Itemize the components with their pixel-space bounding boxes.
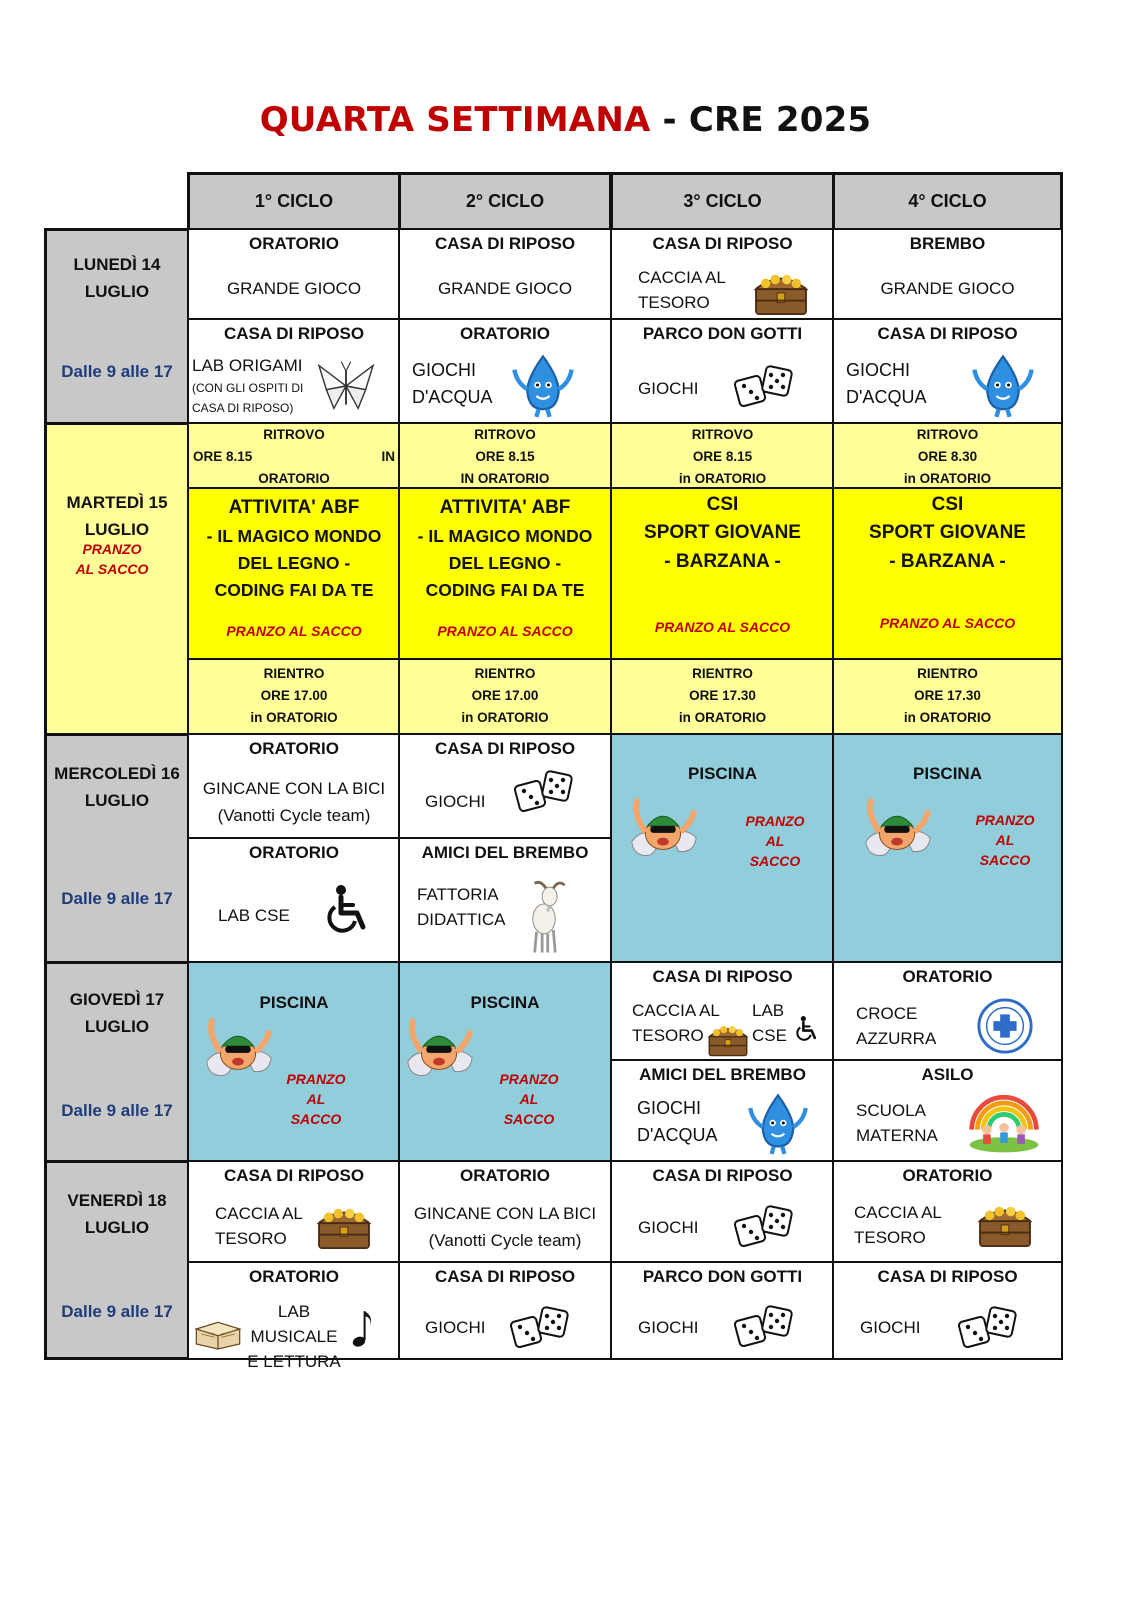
wheelchair-icon bbox=[323, 883, 373, 933]
dice-icon bbox=[510, 1305, 570, 1350]
activity-line: CODING FAI DA TE bbox=[214, 580, 374, 600]
place-label: PISCINA bbox=[470, 993, 540, 1012]
lunch-line: PRANZO bbox=[975, 812, 1035, 828]
rientro-place: in ORATORIO bbox=[461, 710, 549, 725]
activity-label bbox=[417, 882, 505, 932]
activity-line: SCUOLA bbox=[856, 1101, 926, 1120]
lunch-note bbox=[740, 811, 810, 871]
activity-line: CSI bbox=[706, 494, 739, 515]
place-label: PISCINA bbox=[688, 764, 757, 783]
ritrovo-label: RITROVO bbox=[263, 427, 325, 442]
activity-line: CACCIA AL bbox=[215, 1204, 303, 1223]
rientro-label: RIENTRO bbox=[263, 666, 325, 681]
day-name: MARTEDÌ 15 bbox=[66, 493, 168, 512]
activity-line: GINCANE CON LA BICI bbox=[413, 1204, 597, 1223]
activity-line: D'ACQUA bbox=[412, 387, 493, 407]
activity-line: ATTIVITA' ABF bbox=[439, 497, 571, 518]
day-name: VENERDÌ 18 bbox=[67, 1191, 167, 1210]
lunch-note bbox=[47, 539, 177, 579]
place-label: CASA DI RIPOSO bbox=[877, 1267, 1018, 1286]
red-cross-logo-icon bbox=[976, 997, 1034, 1055]
activity-label: GIOCHI bbox=[425, 1318, 486, 1337]
lunch-line: PRANZO bbox=[499, 1071, 559, 1087]
wed-c1-afternoon bbox=[187, 837, 401, 964]
ritrovo-place: in ORATORIO bbox=[678, 471, 767, 486]
activity-line: - BARZANA - bbox=[889, 551, 1006, 572]
activity-line: ATTIVITA' ABF bbox=[228, 497, 360, 518]
activity-line: GIOCHI bbox=[846, 360, 911, 380]
rientro-place: in ORATORIO bbox=[678, 710, 767, 725]
swimmer-icon bbox=[400, 1011, 478, 1083]
place-label: CASA DI RIPOSO bbox=[223, 1166, 365, 1185]
dice-icon bbox=[734, 1304, 794, 1349]
mon-c3-morning bbox=[610, 228, 835, 321]
activity-line: CSI bbox=[931, 494, 964, 515]
activity-label bbox=[637, 1095, 717, 1149]
tue-c3-activity bbox=[610, 487, 835, 661]
fri-c2-afternoon bbox=[398, 1261, 612, 1360]
lunch-line: PRANZO bbox=[745, 813, 805, 829]
thu-c4-afternoon bbox=[832, 1059, 1063, 1163]
activity-line: - IL MAGICO MONDO bbox=[206, 526, 382, 546]
rientro-label: RIENTRO bbox=[692, 666, 753, 681]
activity-line: AZZURRA bbox=[856, 1029, 937, 1048]
thu-c3-morning bbox=[610, 961, 835, 1062]
rientro-place: in ORATORIO bbox=[903, 710, 992, 725]
ritrovo-time: ORE 8.30 bbox=[917, 449, 978, 464]
place-label: CASA DI RIPOSO bbox=[652, 1166, 793, 1185]
ritrovo-time: ORE 8.15 bbox=[692, 449, 753, 464]
mon-c4-afternoon bbox=[832, 318, 1063, 425]
tue-c2-rientro bbox=[398, 658, 612, 736]
activity-line: DIDATTICA bbox=[417, 910, 506, 929]
thu-c1-pool bbox=[187, 961, 401, 1163]
place-label: ASILO bbox=[921, 1065, 974, 1084]
treasure-chest-icon bbox=[752, 268, 810, 316]
page-title bbox=[0, 100, 1131, 140]
activity-label bbox=[412, 357, 492, 411]
ritrovo-time-value: ORE 8.15 bbox=[193, 449, 253, 464]
lunch-line: AL SACCO bbox=[290, 1091, 342, 1127]
day-hours: Dalle 9 alle 17 bbox=[61, 362, 173, 381]
activity-line: TESORO bbox=[638, 293, 710, 312]
lunch-note: PRANZO AL SACCO bbox=[437, 623, 573, 639]
dice-icon bbox=[514, 769, 574, 814]
activity-line: CACCIA AL bbox=[638, 268, 726, 287]
activity-label bbox=[189, 775, 399, 829]
activity-line: CODING FAI DA TE bbox=[425, 580, 585, 600]
lunch-note bbox=[970, 810, 1040, 870]
place-label: ORATORIO bbox=[902, 967, 993, 986]
activity-line: LAB MUSICALE bbox=[250, 1302, 338, 1346]
activity-line: D'ACQUA bbox=[846, 387, 927, 407]
place-label: CASA DI RIPOSO bbox=[877, 324, 1018, 343]
tue-c4-rientro bbox=[832, 658, 1063, 736]
day-month: LUGLIO bbox=[84, 282, 150, 301]
swimmer-icon bbox=[199, 1011, 277, 1083]
day-hours: Dalle 9 alle 17 bbox=[61, 1302, 173, 1321]
activity-line: MATERNA bbox=[856, 1126, 938, 1145]
header-ciclo-4: 4° CICLO bbox=[832, 172, 1063, 231]
day-thursday bbox=[44, 961, 190, 1163]
activity-line: GINCANE CON LA BICI bbox=[202, 779, 386, 798]
fri-c1-morning bbox=[187, 1160, 401, 1264]
ritrovo-time: ORE 8.15 bbox=[475, 449, 535, 464]
fri-c1-afternoon bbox=[187, 1261, 401, 1371]
tue-c1-ritrovo bbox=[187, 422, 401, 490]
activity-note bbox=[192, 378, 303, 418]
lunch-note: PRANZO AL SACCO bbox=[654, 619, 791, 635]
lunch-note: PRANZO AL SACCO bbox=[226, 623, 362, 639]
tue-c2-activity bbox=[398, 487, 612, 661]
day-friday bbox=[44, 1160, 190, 1360]
wed-c1-morning bbox=[187, 733, 401, 840]
activity-label bbox=[854, 1200, 942, 1250]
dice-icon bbox=[958, 1305, 1018, 1350]
mon-c2-afternoon bbox=[398, 318, 612, 425]
swimmer-icon bbox=[858, 791, 936, 863]
day-hours: Dalle 9 alle 17 bbox=[61, 889, 173, 908]
ritrovo-place: IN ORATORIO bbox=[460, 471, 550, 486]
activity-line: TESORO bbox=[854, 1228, 926, 1247]
thu-c3-afternoon bbox=[610, 1059, 835, 1163]
thu-c4-morning bbox=[832, 961, 1063, 1062]
rientro-time: ORE 17.00 bbox=[471, 688, 539, 703]
activity-line: E LETTURA bbox=[247, 1352, 341, 1371]
dice-icon bbox=[734, 1204, 794, 1249]
lunch-note bbox=[494, 1069, 564, 1129]
place-label: PARCO DON GOTTI bbox=[642, 324, 803, 343]
day-month: LUGLIO bbox=[84, 791, 150, 810]
tue-c1-rientro bbox=[187, 658, 401, 736]
ritrovo-place: ORATORIO bbox=[258, 471, 330, 486]
activity-line: CACCIA AL bbox=[632, 1001, 720, 1020]
activity-line: SPORT GIOVANE bbox=[644, 522, 801, 543]
tue-c4-ritrovo bbox=[832, 422, 1063, 490]
place-label: ORATORIO bbox=[459, 1166, 551, 1185]
place-label: ORATORIO bbox=[902, 1166, 993, 1185]
activity-label: GRANDE GIOCO bbox=[880, 279, 1015, 298]
tue-c4-activity bbox=[832, 487, 1063, 661]
mon-c1-morning bbox=[187, 228, 401, 321]
activity-line: TESORO bbox=[215, 1229, 287, 1248]
header-ciclo-3: 3° CICLO bbox=[610, 172, 835, 231]
activity-line: CSE bbox=[752, 1026, 787, 1045]
place-label: ORATORIO bbox=[248, 739, 340, 758]
dice-icon bbox=[734, 364, 794, 409]
activity-label: GIOCHI bbox=[638, 379, 699, 398]
activity-line: (Vanotti Cycle team) bbox=[428, 1231, 582, 1250]
ritrovo-label: RITROVO bbox=[691, 427, 754, 442]
day-name: MERCOLEDÌ 16 bbox=[54, 764, 180, 783]
place-label: ORATORIO bbox=[248, 843, 340, 862]
ritrovo-in: IN bbox=[381, 449, 395, 464]
activity-line: - BARZANA - bbox=[664, 551, 781, 572]
activity-line: SPORT GIOVANE bbox=[869, 522, 1026, 543]
rientro-label: RIENTRO bbox=[917, 666, 978, 681]
activity-line: DEL LEGNO - bbox=[237, 553, 351, 573]
treasure-chest-icon bbox=[706, 1021, 750, 1057]
butterfly-origami-icon bbox=[313, 358, 379, 414]
activity-label: LAB ORIGAMI bbox=[192, 356, 303, 375]
rientro-time: ORE 17.00 bbox=[260, 688, 328, 703]
fri-c2-morning bbox=[398, 1160, 612, 1264]
lunch-line: PRANZO bbox=[286, 1071, 346, 1087]
activity-label bbox=[400, 1200, 610, 1254]
place-label: PISCINA bbox=[913, 764, 982, 783]
title-week: QUARTA SETTIMANA bbox=[259, 100, 651, 140]
place-label: PISCINA bbox=[259, 993, 329, 1012]
activity-label: GIOCHI bbox=[638, 1218, 699, 1237]
place-label: ORATORIO bbox=[459, 324, 551, 343]
activity-label: GIOCHI bbox=[860, 1318, 921, 1337]
day-name: LUNEDÌ 14 bbox=[73, 255, 161, 274]
activity-label bbox=[856, 1098, 938, 1148]
activity-label: GIOCHI bbox=[638, 1318, 699, 1337]
goat-icon bbox=[516, 879, 572, 955]
activity-label bbox=[638, 265, 726, 315]
wheelchair-icon bbox=[794, 1015, 820, 1041]
place-label: CASA DI RIPOSO bbox=[652, 234, 793, 253]
treasure-chest-icon bbox=[976, 1200, 1034, 1248]
lunch-line: AL SACCO bbox=[749, 833, 801, 869]
fri-c4-afternoon bbox=[832, 1261, 1063, 1360]
wed-c2-afternoon bbox=[398, 837, 612, 964]
water-drop-mascot-icon bbox=[510, 352, 576, 418]
place-label: ORATORIO bbox=[248, 234, 340, 253]
ritrovo-time bbox=[189, 446, 399, 468]
tue-c3-rientro bbox=[610, 658, 835, 736]
activity-label bbox=[846, 357, 926, 411]
rientro-time: ORE 17.30 bbox=[914, 688, 981, 703]
place-label: CASA DI RIPOSO bbox=[652, 967, 793, 986]
place-label: AMICI DEL BREMBO bbox=[639, 1065, 806, 1084]
place-label: CASA DI RIPOSO bbox=[434, 1267, 576, 1286]
activity-line: D'ACQUA bbox=[637, 1125, 718, 1145]
rientro-place: in ORATORIO bbox=[250, 710, 338, 725]
water-drop-mascot-icon bbox=[970, 352, 1036, 418]
place-label: BREMBO bbox=[909, 234, 986, 253]
activity-line: CROCE bbox=[856, 1004, 918, 1023]
day-monday bbox=[44, 228, 190, 425]
activity-line: LAB bbox=[752, 1001, 785, 1020]
mon-c4-morning bbox=[832, 228, 1063, 321]
activity-line: GIOCHI bbox=[637, 1098, 702, 1118]
rientro-time: ORE 17.30 bbox=[689, 688, 756, 703]
activity-line: - IL MAGICO MONDO bbox=[417, 526, 593, 546]
wed-c3-pool bbox=[610, 733, 835, 964]
activity-label bbox=[215, 1201, 303, 1251]
activity-label: GIOCHI bbox=[425, 792, 486, 811]
lunch-note bbox=[281, 1069, 351, 1129]
note-line: CASA DI RIPOSO) bbox=[192, 401, 294, 415]
mon-c3-afternoon bbox=[610, 318, 835, 425]
header-ciclo-2: 2° CICLO bbox=[398, 172, 612, 231]
lunch-line: AL SACCO bbox=[503, 1091, 555, 1127]
ritrovo-label: RITROVO bbox=[916, 427, 979, 442]
swimmer-icon bbox=[624, 791, 702, 863]
lunch-note: PRANZO AL SACCO bbox=[879, 615, 1016, 631]
wed-c2-morning bbox=[398, 733, 612, 840]
day-wednesday bbox=[44, 733, 190, 964]
place-label: PARCO DON GOTTI bbox=[642, 1267, 803, 1286]
header-ciclo-1: 1° CICLO bbox=[187, 172, 401, 231]
activity-line: (Vanotti Cycle team) bbox=[217, 806, 371, 825]
fri-c4-morning bbox=[832, 1160, 1063, 1264]
lunch-line: AL SACCO bbox=[979, 832, 1031, 868]
day-month: LUGLIO bbox=[84, 1218, 150, 1237]
ritrovo-label: RITROVO bbox=[474, 427, 536, 442]
title-event: - CRE 2025 bbox=[650, 100, 872, 140]
place-label: CASA DI RIPOSO bbox=[434, 739, 576, 758]
activity-line: TESORO bbox=[632, 1026, 704, 1045]
activity-label bbox=[233, 1299, 355, 1374]
thu-c2-pool bbox=[398, 961, 612, 1163]
water-drop-mascot-icon bbox=[746, 1091, 810, 1155]
treasure-chest-icon bbox=[315, 1202, 373, 1250]
day-tuesday bbox=[44, 422, 190, 736]
mon-c1-afternoon bbox=[187, 318, 401, 425]
day-month: LUGLIO bbox=[84, 1017, 150, 1036]
mon-c2-morning bbox=[398, 228, 612, 321]
activity-line: DEL LEGNO - bbox=[448, 553, 562, 573]
music-note-icon bbox=[351, 1307, 375, 1349]
note-line: (CON GLI OSPITI DI bbox=[192, 381, 304, 395]
place-label: AMICI DEL BREMBO bbox=[421, 843, 589, 862]
tue-c3-ritrovo bbox=[610, 422, 835, 490]
day-hours: Dalle 9 alle 17 bbox=[61, 1101, 173, 1120]
tue-c1-activity bbox=[187, 487, 401, 661]
rientro-label: RIENTRO bbox=[474, 666, 536, 681]
ritrovo-place: in ORATORIO bbox=[903, 471, 992, 486]
activity-label bbox=[856, 1001, 936, 1051]
day-name: GIOVEDÌ 17 bbox=[69, 990, 165, 1009]
lunch-line: AL SACCO bbox=[75, 561, 149, 577]
fri-c3-morning bbox=[610, 1160, 835, 1264]
place-label: ORATORIO bbox=[248, 1267, 340, 1286]
activity-label: GRANDE GIOCO bbox=[226, 279, 362, 298]
place-label: CASA DI RIPOSO bbox=[223, 324, 365, 343]
fri-c3-afternoon bbox=[610, 1261, 835, 1360]
lunch-line: PRANZO bbox=[82, 541, 142, 557]
activity-label bbox=[752, 998, 787, 1048]
day-month: LUGLIO bbox=[84, 520, 150, 539]
activity-label: LAB CSE bbox=[218, 906, 290, 925]
kids-rainbow-icon bbox=[966, 1091, 1042, 1153]
tue-c2-ritrovo bbox=[398, 422, 612, 490]
activity-line: GIOCHI bbox=[412, 360, 477, 380]
activity-line: CACCIA AL bbox=[854, 1203, 942, 1222]
activity-line: FATTORIA bbox=[417, 885, 499, 904]
wed-c4-pool bbox=[832, 733, 1063, 964]
place-label: CASA DI RIPOSO bbox=[434, 234, 576, 253]
activity-label: GRANDE GIOCO bbox=[437, 279, 573, 298]
